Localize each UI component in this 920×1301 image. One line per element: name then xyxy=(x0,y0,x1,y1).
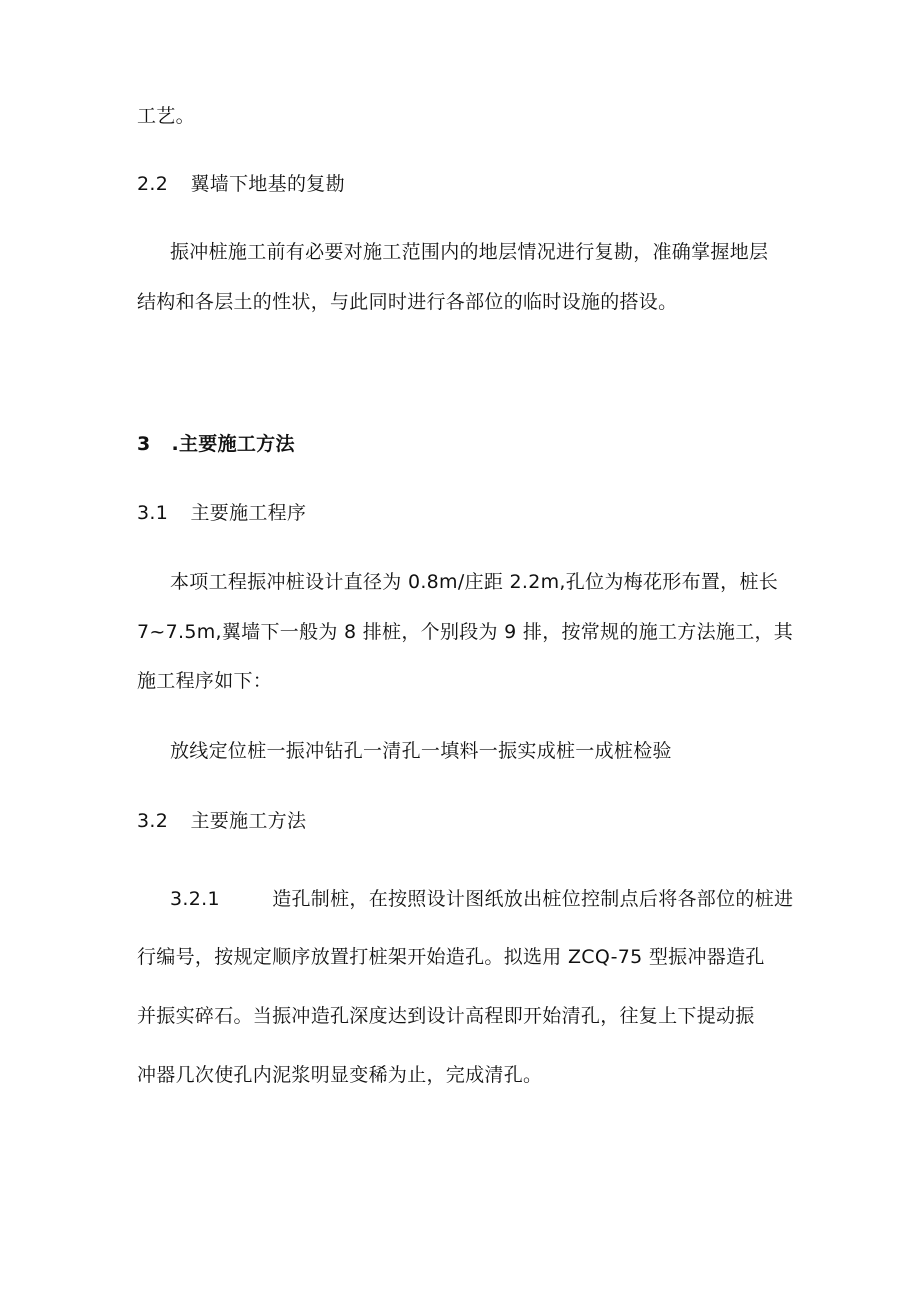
heading-3-2 xyxy=(137,809,306,833)
heading-number: 3.1 xyxy=(137,502,169,524)
paragraph-line: 7~7.5m,翼墙下一般为 8 排桩，个别段为 9 排，按常规的施工方法施工，其 xyxy=(137,621,794,643)
heading-title: 主要施工方法 xyxy=(190,810,307,832)
heading-3 xyxy=(137,432,295,456)
heading-number: 3.2 xyxy=(137,810,169,832)
paragraph-line: 并振实碎石。当振冲造孔深度达到设计高程即开始清孔，往复上下提动振 xyxy=(137,1005,755,1027)
paragraph-line: 行编号，按规定顺序放置打桩架开始造孔。拟选用 ZCQ-75 型振冲器造孔 xyxy=(137,946,765,968)
heading-title: 翼墙下地基的复勘 xyxy=(190,173,345,195)
continuation-text: 工艺。 xyxy=(137,105,195,127)
heading-2-2 xyxy=(137,172,345,196)
heading-title: .主要施工方法 xyxy=(171,433,295,455)
paragraph-line: 本项工程振冲桩设计直径为 0.8m∕庄距 2.2m,孔位为梅花形布置，桩长 xyxy=(170,571,779,593)
heading-number: 3 xyxy=(137,433,151,455)
paragraph-line: 冲器几次使孔内泥浆明显变稀为止，完成清孔。 xyxy=(137,1064,543,1086)
heading-3-1 xyxy=(137,501,306,525)
paragraph-line-3-2-1 xyxy=(170,887,793,911)
heading-title: 主要施工程序 xyxy=(190,502,307,524)
paragraph-line: 结构和各层土的性状，与此同时进行各部位的临时设施的搭设。 xyxy=(137,291,678,313)
heading-number: 2.2 xyxy=(137,173,169,195)
paragraph-line: 施工程序如下： xyxy=(137,670,273,692)
heading-number: 3.2.1 xyxy=(170,888,220,910)
paragraph-line: 振冲桩施工前有必要对施工范围内的地层情况进行复勘，准确掌握地层 xyxy=(170,241,769,263)
process-flow: 放线定位桩一振冲钻孔一清孔一填料一振实成桩一成桩检验 xyxy=(170,740,672,762)
paragraph-text: 造孔制桩，在按照设计图纸放出桩位控制点后将各部位的桩进 xyxy=(272,888,794,910)
